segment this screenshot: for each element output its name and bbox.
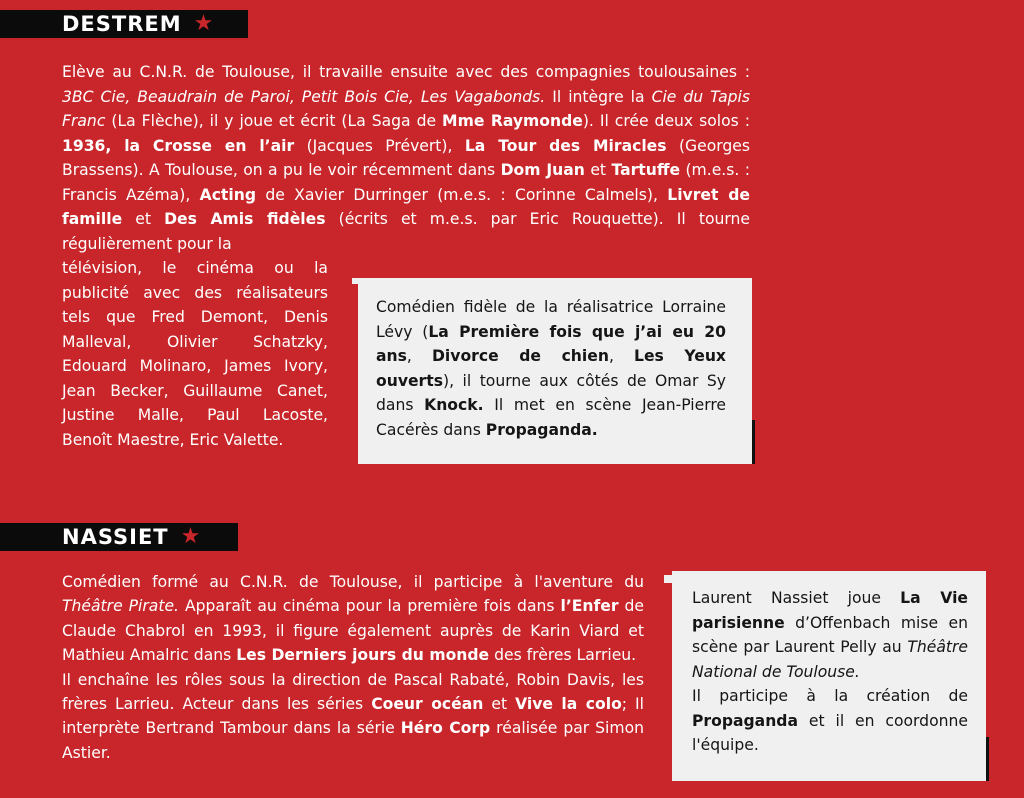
bio-block [62,570,644,765]
bio-paragraph: Comédien formé au C.N.R. de Toulouse, il participe à l'aventure du Théâtre Pirate. Apparaît au cinéma pour la première fois dans l’Enfer de Claude Chabrol en 1993, il figure également auprès de Karin Viard et Mathieu Amalric dans Les Derniers jours du monde des frères Larrieu. [62,573,644,665]
bio-paragraph-continued: télévision, le cinéma ou la publicité avec des réalisateurs tels que Fred Demont, Denis Malleval, Olivier Schatzky, Edouard Molinaro, James Ivory, Jean Becker, Guillaume Canet, Justine Malle, Paul Lacoste, Benoît Maestre, Eric Valette. [62,259,328,449]
section-header-destrem [0,10,248,38]
highlight-box [358,278,752,464]
star-icon: ★ [180,524,201,549]
box-edge-mark [986,737,989,781]
highlight-text: Comédien fidèle de la réalisatrice Lorraine Lévy (La Première fois que j’ai eu 20 ans, Divorce de chien, Les Yeux ouverts), il tourne aux côtés de Omar Sy dans Knock. Il met en scène Jean-Pierre Cacérès dans Propaganda. [376,298,726,439]
box-corner-mark [664,575,672,583]
section-title: NASSIET [62,525,169,549]
highlight-text: Laurent Nassiet joue La Vie parisienne d’Offenbach mise en scène par Laurent Pelly au Théâtre National de Toulouse. [692,589,968,681]
highlight-text: Il participe à la création de Propaganda et il en coordonne l'équipe. [692,687,968,754]
section-title: DESTREM [62,12,182,36]
box-edge-mark [752,420,755,464]
section-header-nassiet [0,523,238,551]
box-corner-mark [352,278,358,284]
bio-paragraph: Elève au C.N.R. de Toulouse, il travaille ensuite avec des compagnies toulousaines : 3BC Cie, Beaudrain de Paroi, Petit Bois Cie, Les Vagabonds. Il intègre la Cie du Tapis Franc (La Flèche), il y joue et écrit (La Saga de Mme Raymonde). Il crée deux solos : 1936, la Crosse en l’air (Jacques Prévert), La Tour des Miracles (Georges Brassens). A Toulouse, on a pu le voir récemment dans Dom Juan et Tartuffe (m.e.s. : Francis Azéma), Acting de Xavier Durringer (m.e.s. : Corinne Calmels), Livret de famille et Des Amis fidèles (écrits et m.e.s. par Eric Rouquette). Il tourne régulièrement pour la [62,63,751,253]
highlight-box [672,571,986,781]
star-icon: ★ [193,11,214,36]
bio-paragraph: Il enchaîne les rôles sous la direction de Pascal Rabaté, Robin Davis, les frères Larrieu. Acteur dans les séries Coeur océan et Vive la colo; Il interprète Bertrand Tambour dans la série Héro Corp réalisée par Simon Astier. [62,670,644,762]
